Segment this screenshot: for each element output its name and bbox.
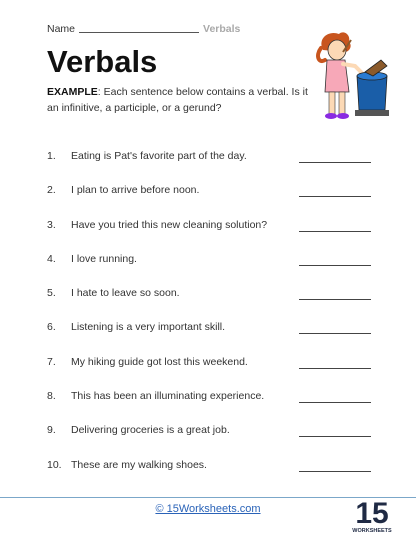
question-item <box>47 311 377 345</box>
question-text: Listening is a very important skill. <box>71 321 226 334</box>
answer-blank[interactable] <box>299 162 371 163</box>
instructions-text: : Each sentence below contains a verbal. Is it an infinitive, a participle, or a gerund? <box>47 86 308 114</box>
question-item <box>47 209 377 243</box>
question-number: 8. <box>47 390 56 403</box>
question-item <box>47 380 377 414</box>
question-text: Delivering groceries is a great job. <box>71 424 230 437</box>
question-number: 3. <box>47 218 56 231</box>
answer-blank[interactable] <box>299 436 371 437</box>
question-number: 5. <box>47 287 56 300</box>
question-text: I love running. <box>71 252 137 265</box>
logo-number: 15 <box>355 497 389 530</box>
instructions <box>47 84 317 116</box>
question-number: 2. <box>47 184 56 197</box>
example-label: EXAMPLE <box>47 86 98 98</box>
question-text: Have you tried this new cleaning solution? <box>71 218 268 231</box>
footer-link[interactable]: © 15Worksheets.com <box>155 503 261 515</box>
question-text: This has been an illuminating experience. <box>71 390 265 403</box>
question-number: 1. <box>47 150 56 162</box>
question-item <box>47 346 377 380</box>
question-text: I plan to arrive before noon. <box>71 184 200 197</box>
question-number: 4. <box>47 252 56 265</box>
answer-blank[interactable] <box>299 231 371 232</box>
question-item <box>47 174 377 208</box>
answer-blank[interactable] <box>299 368 371 369</box>
page-title: Verbals <box>47 44 158 79</box>
logo-text: WORKSHEETS <box>352 528 392 534</box>
15worksheets-logo <box>352 495 392 535</box>
question-text: Eating is Pat's favorite part of the day. <box>71 150 247 162</box>
question-item <box>47 277 377 311</box>
name-blank-line[interactable] <box>79 32 199 33</box>
question-item <box>47 243 377 277</box>
question-item <box>47 414 377 448</box>
answer-blank[interactable] <box>299 402 371 403</box>
subject-label: Verbals <box>203 23 241 35</box>
name-header <box>47 23 240 35</box>
question-number: 7. <box>47 355 56 368</box>
question-number: 9. <box>47 424 56 437</box>
question-item <box>47 449 377 483</box>
answer-blank[interactable] <box>299 299 371 300</box>
question-number: 10. <box>47 458 62 471</box>
answer-blank[interactable] <box>299 333 371 334</box>
question-item <box>47 140 377 174</box>
question-text: These are my walking shoes. <box>71 458 207 471</box>
question-number: 6. <box>47 321 56 334</box>
answer-blank[interactable] <box>299 471 371 472</box>
question-text: My hiking guide got lost this weekend. <box>71 355 248 368</box>
girl-stirring-pot-icon <box>313 30 391 124</box>
question-list <box>47 140 377 483</box>
question-text: I hate to leave so soon. <box>71 287 180 300</box>
name-label: Name <box>47 23 76 35</box>
answer-blank[interactable] <box>299 265 371 266</box>
answer-blank[interactable] <box>299 196 371 197</box>
